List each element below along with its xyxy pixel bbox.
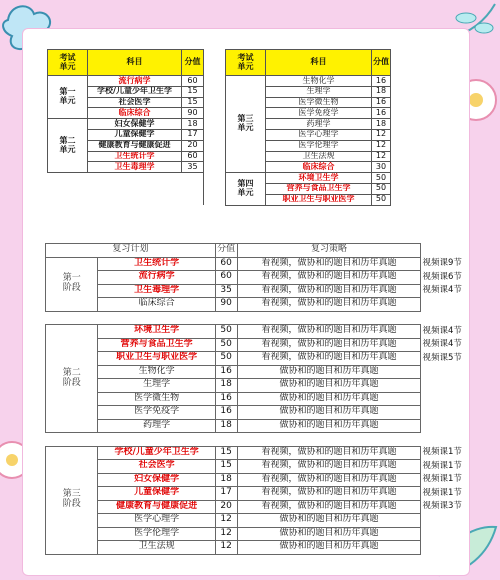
video-note	[421, 514, 469, 528]
plan-row	[46, 487, 469, 501]
exam-table-row	[48, 173, 391, 184]
plan-subject: 妇女保健学	[98, 473, 215, 487]
score-header: 分值	[215, 244, 237, 258]
subject-score: 16	[372, 76, 391, 87]
plan-row	[46, 514, 469, 528]
subject-score: 18	[372, 86, 391, 97]
plan-score: 12	[215, 514, 237, 528]
video-note: 视频课4节	[422, 285, 462, 296]
plan-strategy: 做协和的题目和历年真题	[237, 419, 421, 433]
spacer	[204, 162, 226, 173]
plan-row	[46, 379, 469, 393]
spacer	[204, 173, 226, 184]
exam-table-header-row	[48, 50, 391, 76]
plan-subject: 健康教育与健康促进	[98, 500, 215, 514]
video-note	[421, 298, 469, 312]
spacer	[204, 129, 226, 140]
exam-table-row	[48, 119, 391, 130]
review-plan-table	[45, 243, 469, 555]
spacer	[204, 108, 226, 119]
subject-score: 18	[372, 119, 391, 130]
plan-strategy: 做协和的题目和历年真题	[237, 365, 421, 379]
subject-score: 17	[182, 129, 204, 140]
subject-name: 职业卫生与职业医学	[266, 194, 372, 205]
plan-subject: 卫生统计学	[98, 257, 215, 271]
plan-strategy: 看视频，做协和的题目和历年真题	[237, 257, 421, 271]
plan-strategy: 看视频，做协和的题目和历年真题	[237, 487, 421, 501]
subject-header: 科目	[88, 50, 182, 76]
plan-subject: 环境卫生学	[98, 325, 215, 339]
plan-score: 35	[215, 284, 237, 298]
separator-cell	[421, 433, 469, 447]
video-note	[421, 406, 469, 420]
exam-table-row	[48, 162, 391, 173]
plan-score: 50	[215, 352, 237, 366]
exam-table-row	[48, 151, 391, 162]
spacer	[204, 50, 226, 76]
plan-subject: 职业卫生与职业医学	[98, 352, 215, 366]
subject-name: 医学伦理学	[266, 140, 372, 151]
spacer	[204, 86, 226, 97]
plan-subject: 卫生毒理学	[98, 284, 215, 298]
subject-score: 30	[372, 162, 391, 173]
subject-name: 学校/儿童少年卫生学	[88, 86, 182, 97]
plan-strategy: 看视频，做协和的题目和历年真题	[237, 284, 421, 298]
spacer	[204, 119, 226, 130]
subject-score: 12	[372, 140, 391, 151]
exam-table-row	[48, 140, 391, 151]
plan-strategy: 看视频，做协和的题目和历年真题	[237, 352, 421, 366]
plan-subject: 卫生法规	[98, 541, 215, 555]
plan-strategy: 做协和的题目和历年真题	[237, 541, 421, 555]
plan-row	[46, 419, 469, 433]
subject-score: 50	[372, 194, 391, 205]
subject-name: 社会医学	[88, 97, 182, 108]
subject-score: 16	[372, 97, 391, 108]
study-plan-card	[22, 28, 470, 576]
plan-strategy: 看视频，做协和的题目和历年真题	[237, 298, 421, 312]
plan-subject: 社会医学	[98, 460, 215, 474]
subject-header: 科目	[266, 50, 372, 76]
plan-score: 15	[215, 460, 237, 474]
plan-score: 18	[215, 419, 237, 433]
plan-score: 16	[215, 392, 237, 406]
plan-subject: 医学免疫学	[98, 406, 215, 420]
subject-name: 临床综合	[266, 162, 372, 173]
plan-row	[46, 406, 469, 420]
subject-score: 90	[182, 108, 204, 119]
plan-strategy: 看视频，做协和的题目和历年真题	[237, 446, 421, 460]
video-note: 视频课1节	[422, 474, 462, 485]
plan-row	[46, 446, 469, 460]
exam-table-row	[48, 129, 391, 140]
plan-row	[46, 527, 469, 541]
plan-score: 12	[215, 541, 237, 555]
video-note	[421, 379, 469, 393]
subject-name: 医学微生物	[266, 97, 372, 108]
exam-table-row	[48, 86, 391, 97]
stage-separator	[46, 433, 469, 447]
subject-score: 50	[372, 183, 391, 194]
plan-subject: 儿童保健学	[98, 487, 215, 501]
exam-table-row	[48, 97, 391, 108]
exam-table-row	[48, 76, 391, 87]
subject-score: 60	[182, 76, 204, 87]
plan-subject: 流行病学	[98, 271, 215, 285]
stage-label: 第三 阶段	[46, 446, 98, 554]
spacer	[204, 151, 226, 162]
plan-score: 18	[215, 379, 237, 393]
plan-row	[46, 284, 469, 298]
stage-separator	[46, 311, 469, 325]
plan-strategy: 看视频，做协和的题目和历年真题	[237, 500, 421, 514]
subject-name: 健康教育与健康促进	[88, 140, 182, 151]
plan-row	[46, 500, 469, 514]
plan-score: 20	[215, 500, 237, 514]
plan-score: 50	[215, 325, 237, 339]
video-note: 视频课4节	[422, 339, 462, 350]
subject-score: 35	[182, 162, 204, 173]
plan-row	[46, 298, 469, 312]
video-note	[421, 392, 469, 406]
plan-score: 16	[215, 365, 237, 379]
stage-label: 第一 阶段	[46, 257, 98, 311]
spacer	[204, 140, 226, 151]
plan-strategy: 看视频，做协和的题目和历年真题	[237, 325, 421, 339]
plan-strategy: 做协和的题目和历年真题	[237, 406, 421, 420]
plan-subject: 临床综合	[98, 298, 215, 312]
unit-header: 考试 单元	[48, 50, 88, 76]
plan-strategy: 看视频，做协和的题目和历年真题	[237, 473, 421, 487]
plan-subject: 学校/儿童少年卫生学	[98, 446, 215, 460]
plan-score: 60	[215, 257, 237, 271]
unit-label: 第一 单元	[48, 76, 88, 119]
plan-row	[46, 365, 469, 379]
video-note: 视频课1节	[422, 460, 462, 471]
spacer	[204, 183, 226, 194]
video-note	[421, 527, 469, 541]
video-note: 视频课4节	[422, 325, 462, 336]
exam-unit-table	[47, 49, 391, 206]
video-note: 视频课1节	[422, 487, 462, 498]
plan-subject: 生理学	[98, 379, 215, 393]
plan-row	[46, 271, 469, 285]
empty-area	[48, 173, 204, 205]
subject-name: 流行病学	[88, 76, 182, 87]
stage-label: 第二 阶段	[46, 325, 98, 433]
exam-table-row	[48, 108, 391, 119]
subject-name: 医学免疫学	[266, 108, 372, 119]
subject-name: 卫生毒理学	[88, 162, 182, 173]
subject-score: 60	[182, 151, 204, 162]
subject-score: 12	[372, 151, 391, 162]
plan-subject: 营养与食品卫生学	[98, 338, 215, 352]
plan-row	[46, 352, 469, 366]
plan-row	[46, 392, 469, 406]
video-note: 视频课1节	[422, 447, 462, 458]
video-note: 视频课3节	[422, 501, 462, 512]
plan-subject: 生物化学	[98, 365, 215, 379]
plan-strategy: 看视频，做协和的题目和历年真题	[237, 271, 421, 285]
plan-score: 17	[215, 487, 237, 501]
unit-header: 考试 单元	[226, 50, 266, 76]
plan-score: 15	[215, 446, 237, 460]
video-note: 视频课9节	[422, 258, 462, 269]
unit-label: 第三 单元	[226, 76, 266, 173]
spacer	[204, 97, 226, 108]
subject-name: 卫生统计学	[88, 151, 182, 162]
plan-subject: 医学微生物	[98, 392, 215, 406]
subject-name: 生物化学	[266, 76, 372, 87]
subject-name: 妇女保健学	[88, 119, 182, 130]
subject-name: 临床综合	[88, 108, 182, 119]
subject-score: 15	[182, 97, 204, 108]
plan-header: 复习计划	[46, 244, 216, 258]
plan-score: 60	[215, 271, 237, 285]
video-note	[421, 541, 469, 555]
plan-strategy: 做协和的题目和历年真题	[237, 527, 421, 541]
video-note	[421, 419, 469, 433]
plan-score: 16	[215, 406, 237, 420]
plan-row	[46, 473, 469, 487]
video-note	[421, 365, 469, 379]
plan-score: 50	[215, 338, 237, 352]
subject-name: 环境卫生学	[266, 173, 372, 184]
plan-strategy: 看视频，做协和的题目和历年真题	[237, 338, 421, 352]
subject-score: 18	[182, 119, 204, 130]
subject-name: 药理学	[266, 119, 372, 130]
plan-strategy: 看视频，做协和的题目和历年真题	[237, 460, 421, 474]
score-header: 分值	[182, 50, 204, 76]
plan-strategy: 做协和的题目和历年真题	[237, 392, 421, 406]
subject-score: 15	[182, 86, 204, 97]
plan-row	[46, 257, 469, 271]
plan-table-header-row	[46, 244, 469, 258]
subject-name: 儿童保健学	[88, 129, 182, 140]
strategy-header: 复习策略	[237, 244, 421, 258]
plan-subject: 药理学	[98, 419, 215, 433]
subject-score: 50	[372, 173, 391, 184]
video-note: 视频课5节	[422, 352, 462, 363]
separator-cell	[46, 433, 421, 447]
plan-strategy: 做协和的题目和历年真题	[237, 379, 421, 393]
note-header	[421, 244, 469, 258]
score-header: 分值	[372, 50, 391, 76]
plan-score: 18	[215, 473, 237, 487]
video-note: 视频课6节	[422, 271, 462, 282]
plan-score: 12	[215, 527, 237, 541]
plan-row	[46, 338, 469, 352]
subject-name: 生理学	[266, 86, 372, 97]
plan-row	[46, 541, 469, 555]
subject-score: 12	[372, 129, 391, 140]
spacer	[204, 76, 226, 87]
subject-name: 营养与食品卫生学	[266, 183, 372, 194]
subject-score: 20	[182, 140, 204, 151]
plan-row	[46, 460, 469, 474]
unit-label: 第二 单元	[48, 119, 88, 173]
subject-name: 卫生法规	[266, 151, 372, 162]
separator-cell	[46, 311, 421, 325]
plan-row	[46, 325, 469, 339]
unit-label: 第四 单元	[226, 173, 266, 205]
subject-name: 医学心理学	[266, 129, 372, 140]
plan-strategy: 做协和的题目和历年真题	[237, 514, 421, 528]
plan-score: 90	[215, 298, 237, 312]
spacer	[204, 194, 226, 205]
subject-score: 16	[372, 108, 391, 119]
plan-subject: 医学伦理学	[98, 527, 215, 541]
plan-subject: 医学心理学	[98, 514, 215, 528]
separator-cell	[421, 311, 469, 325]
